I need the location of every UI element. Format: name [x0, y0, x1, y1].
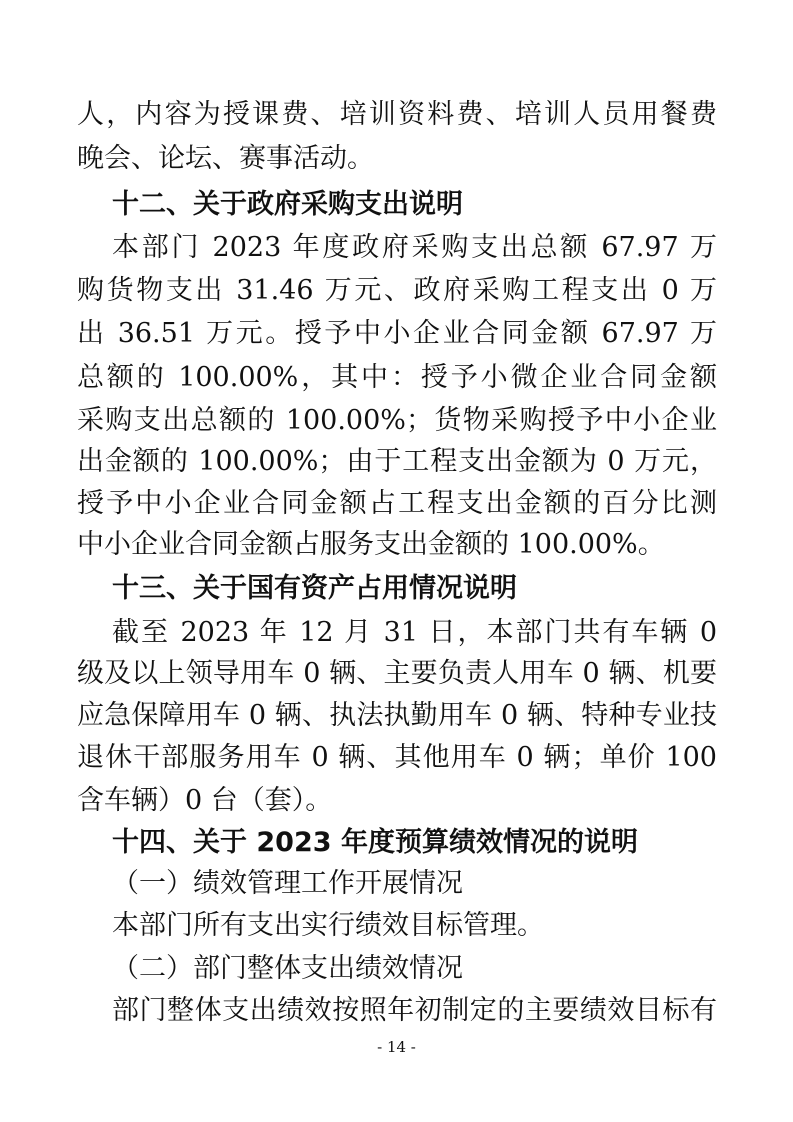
paragraph-line: 总额的 100.00%，其中：授予小微企业合同金额 — [77, 362, 717, 393]
section-heading-13: 十三、关于国有资产占用情况说明 — [112, 573, 517, 604]
paragraph-line: 中小企业合同金额占服务支出金额的 100.00%。 — [77, 529, 665, 560]
paragraph-line: 退休干部服务用车 0 辆、其他用车 0 辆；单价 100 — [77, 742, 717, 773]
paragraph-line: 采购支出总额的 100.00%；货物采购授予中小企业 — [77, 405, 717, 436]
paragraph-line: 人，内容为授课费、培训资料费、培训人员用餐费 — [77, 99, 717, 130]
section-heading-14: 十四、关于 2023 年度预算绩效情况的说明 — [112, 827, 638, 858]
paragraph-line: 部门整体支出绩效按照年初制定的主要绩效目标有 — [112, 995, 717, 1026]
paragraph-line: 应急保障用车 0 辆、执法执勤用车 0 辆、特种专业技 — [77, 700, 717, 731]
paragraph-line: 出金额的 100.00%；由于工程支出金额为 0 万元， — [77, 446, 717, 477]
paragraph-line: 晚会、论坛、赛事活动。 — [77, 143, 374, 174]
paragraph-line: 购货物支出 31.46 万元、政府采购工程支出 0 万 — [77, 275, 717, 306]
paragraph-line: 级及以上领导用车 0 辆、主要负责人用车 0 辆、机要 — [77, 658, 717, 689]
page-number: - 14 - — [377, 1038, 416, 1056]
paragraph-line: 本部门 2023 年度政府采购支出总额 67.97 万 — [112, 232, 717, 263]
paragraph-line: 截至 2023 年 12 月 31 日，本部门共有车辆 0 — [112, 617, 717, 648]
paragraph-line: 出 36.51 万元。授予中小企业合同金额 67.97 万 — [77, 318, 717, 349]
paragraph-line: 本部门所有支出实行绩效目标管理。 — [112, 910, 544, 941]
paragraph-line: 含车辆）0 台（套）。 — [77, 785, 333, 816]
subheading: （一）绩效管理工作开展情况 — [112, 868, 463, 899]
paragraph-line: 授予中小企业合同金额占工程支出金额的百分比测 — [77, 488, 717, 519]
section-heading-12: 十二、关于政府采购支出说明 — [112, 189, 463, 220]
subheading: （二）部门整体支出绩效情况 — [112, 953, 463, 984]
